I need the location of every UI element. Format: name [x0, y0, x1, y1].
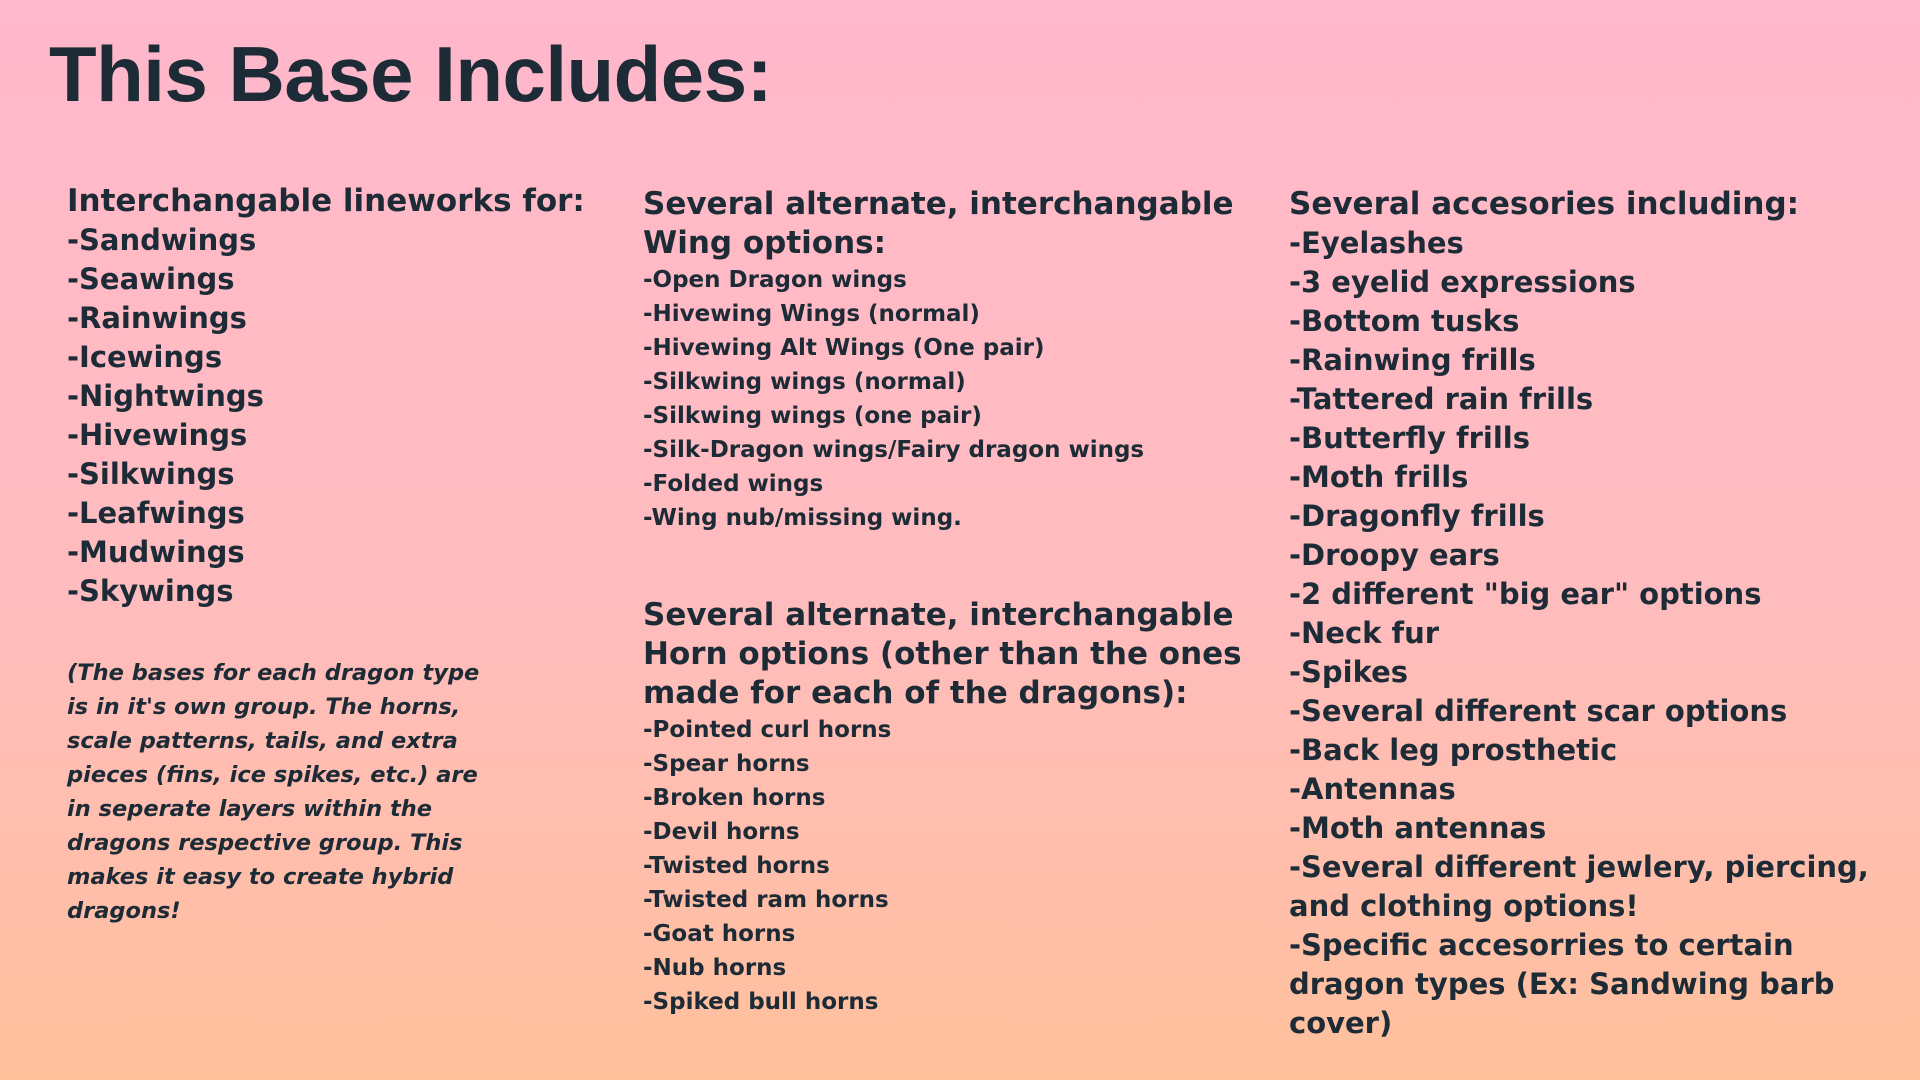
accessories-column — [1289, 185, 1919, 1043]
horns-list — [643, 713, 1243, 1019]
list-item: -Several different jewlery, piercing, and clothing options! — [1289, 850, 1869, 923]
list-item: -Moth antennas — [1289, 811, 1547, 845]
list-item: -Several different scar options — [1289, 694, 1788, 728]
list-item: -Open Dragon wings — [643, 267, 907, 293]
list-item: -Goat horns — [643, 921, 796, 947]
list-item: -Mudwings — [67, 535, 245, 569]
list-item: -Nub horns — [643, 955, 787, 981]
list-item: -Sandwings — [67, 223, 257, 257]
list-item: -Hivewing Alt Wings (One pair) — [643, 335, 1045, 361]
list-item: -Spiked bull horns — [643, 989, 879, 1015]
wings-list — [643, 263, 1243, 535]
list-item: -Icewings — [67, 340, 223, 374]
list-item: -Pointed curl horns — [643, 717, 892, 743]
list-item: -Twisted horns — [643, 853, 830, 879]
accessories-list — [1289, 224, 1919, 1043]
list-item: -Silkwings — [67, 457, 235, 491]
accessories-heading: Several accesories including: — [1289, 186, 1800, 222]
page-title: This Base Includes: — [49, 30, 773, 118]
list-item: -Antennas — [1289, 772, 1456, 806]
list-item: -Skywings — [67, 574, 234, 608]
list-item: -Wing nub/missing wing. — [643, 505, 962, 531]
list-item: -Back leg prosthetic — [1289, 733, 1618, 767]
list-item: -Hivewing Wings (normal) — [643, 301, 980, 327]
list-item: -Eyelashes — [1289, 226, 1464, 260]
lineworks-note: (The bases for each dragon type is in it's own group. The horns, scale patterns, tails, and extra pieces (fins, ice spikes, etc.) are in seperate layers within the dragons respective group. This makes it easy to create hybrid dragons! — [67, 660, 480, 924]
list-item: -Spear horns — [643, 751, 810, 777]
list-item: -Rainwings — [67, 301, 247, 335]
list-item: -Moth frills — [1289, 460, 1469, 494]
list-item: -Devil horns — [643, 819, 800, 845]
list-item: -Tattered rain frills — [1289, 382, 1594, 416]
lineworks-heading: Interchangable lineworks for: — [67, 183, 585, 219]
list-item: -Folded wings — [643, 471, 824, 497]
lineworks-column — [67, 182, 627, 951]
list-item: -Nightwings — [67, 379, 264, 413]
horns-heading: Several alternate, interchangable Horn options (other than the ones made for each of the dragons): — [643, 597, 1242, 711]
list-item: -3 eyelid expressions — [1289, 265, 1636, 299]
list-item: -Twisted ram horns — [643, 887, 889, 913]
list-item: -Silkwing wings (one pair) — [643, 403, 982, 429]
list-item: -Silkwing wings (normal) — [643, 369, 966, 395]
list-item: -Neck fur — [1289, 616, 1440, 650]
list-item: -Seawings — [67, 262, 235, 296]
list-item: -2 different "big ear" options — [1289, 577, 1762, 611]
list-item: -Broken horns — [643, 785, 826, 811]
list-item: -Droopy ears — [1289, 538, 1500, 572]
wings-heading: Several alternate, interchangable Wing options: — [643, 186, 1234, 261]
list-item: -Bottom tusks — [1289, 304, 1520, 338]
list-item: -Hivewings — [67, 418, 248, 452]
list-item: -Butterfly frills — [1289, 421, 1530, 455]
list-item: -Specific accesorries to certain dragon types (Ex: Sandwing barb cover) — [1289, 928, 1835, 1040]
list-item: -Leafwings — [67, 496, 245, 530]
list-item: -Dragonfly frills — [1289, 499, 1545, 533]
list-item: -Rainwing frills — [1289, 343, 1536, 377]
lineworks-list — [67, 221, 627, 611]
wings-horns-column — [643, 185, 1243, 1019]
list-item: -Silk-Dragon wings/Fairy dragon wings — [643, 437, 1145, 463]
list-item: -Spikes — [1289, 655, 1409, 689]
